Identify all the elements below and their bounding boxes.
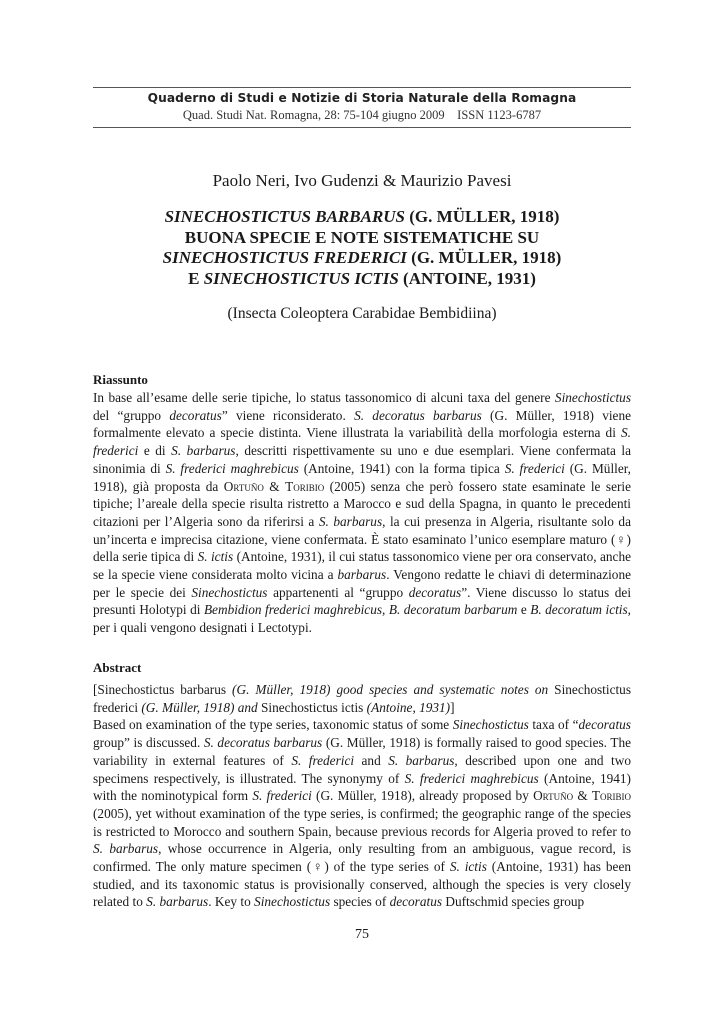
text-segment: . Key to	[208, 894, 255, 910]
text-segment: e	[517, 602, 531, 618]
text-segment: (Antoine, 1931)	[366, 699, 451, 715]
text-segment: (Antoine, 1941) with the nominotypical form	[93, 770, 631, 804]
text-segment: S. barbarus	[93, 841, 159, 857]
text-segment: ” viene riconsiderato.	[221, 407, 355, 423]
text-segment: , la cui presenza in Algeria, risultante solo da un’incerta e imprecisa citazione, viene confermata. È stato esaminato l’unico esemplare maturo (♀) della serie tipica di	[93, 513, 631, 565]
text-segment: del “gruppo	[93, 407, 170, 423]
text-segment: [Sinechostictus barbarus	[93, 682, 233, 697]
text-segment: &	[263, 478, 286, 494]
riassunto-text	[93, 389, 631, 637]
text-segment: , descritti rispettivamente su uno e due esemplari. Viene confermata la sinonimia di	[93, 443, 631, 476]
title-line-4: E SINECHOSTICTUS ICTIS (ANTOINE, 1931)	[188, 268, 536, 288]
text-segment: (G. Müller, 1918) and	[141, 699, 258, 715]
article-title	[93, 207, 631, 289]
journal-title: Quaderno di Studi e Notizie di Storia Naturale della Romagna	[147, 91, 577, 105]
text-segment: (2005), yet without examination of the type series, is confirmed; the geographic range of the species is restricted to Morocco and southern Spain, because previous records for Algeria proved to refer to	[93, 805, 631, 839]
text-segment: S. ictis	[449, 859, 487, 875]
text-segment: , whose occurrence in Algeria, only resulting from an ambiguous, vague record, is confirmed. The only mature specimen (♀) of the type series of	[93, 841, 631, 875]
text-segment: Sinechostictus frederici	[93, 682, 631, 715]
text-segment: Based on examination of the type series, taxonomic status of some	[93, 717, 453, 733]
text-segment: group” is discussed.	[93, 735, 204, 751]
text-segment: (Antoine, 1941) con la forma tipica	[298, 460, 505, 476]
text-segment: Sinechostictus ictis	[257, 699, 367, 715]
text-segment: S. frederici	[93, 425, 631, 459]
text-segment: ]	[450, 699, 455, 715]
text-segment: S. decoratus barbarus	[354, 407, 482, 423]
text-segment: S. decoratus barbarus	[203, 735, 323, 751]
text-segment: appartenenti al “gruppo	[267, 584, 409, 600]
riassunto-heading: Riassunto	[93, 372, 148, 387]
text-segment: S. frederici maghrebicus	[404, 770, 539, 786]
text-segment: (Antoine, 1931) has been studied, and its taxonomic status is provisionally conserved, although the species is very closely related to	[93, 859, 631, 910]
species-name: SINECHOSTICTUS FREDERICI	[162, 248, 407, 267]
text-segment: B. decoratum barbarum	[388, 602, 518, 618]
title-line-1: SINECHOSTICTUS BARBARUS (G. MÜLLER, 1918)	[164, 207, 560, 226]
abstract-text	[93, 681, 631, 911]
text-segment: Duftschmid species group	[442, 894, 585, 910]
text-segment: , per i quali vengono designati i Lectotypi.	[93, 602, 631, 636]
header-bottom-rule	[93, 127, 631, 128]
page-number: 75	[355, 927, 369, 942]
text-segment: S. frederici	[252, 788, 312, 804]
text-segment: decoratus	[578, 717, 631, 733]
text-segment: and	[354, 752, 389, 768]
text-segment: ,	[382, 602, 389, 618]
text-segment: taxa of “	[528, 717, 579, 733]
text-segment: (Antoine, 1931), il cui status tassonomico viene per ora conservato, anche se la specie viene considerata molto vicina a	[93, 549, 631, 583]
text-segment: . Vengono redatte le chiavi di determinazione per le specie dei	[93, 567, 631, 600]
text-segment: (2005) senza che però fossero state esaminate le serie tipiche; l’areale della specie risulta ristretto a Marocco e sud della Spagna, in quanto le precedenti citazioni per l’Algeria sono da riferirsi a	[93, 478, 632, 529]
species-name: SINECHOSTICTUS ICTIS	[203, 268, 399, 288]
text-segment: S. barbarus	[388, 752, 455, 768]
header-top-rule	[93, 87, 631, 88]
abstract-heading: Abstract	[93, 660, 142, 675]
article-subtitle: (Insecta Coleoptera Carabidae Bembidiina)	[227, 305, 497, 322]
text-segment: (G. Müller, 1918) is formally raised to good species. The variability in external features of	[93, 735, 631, 768]
text-segment: species of	[330, 894, 390, 910]
text-segment: (G. Müller, 1918), already proposed by	[311, 788, 534, 804]
text-segment: Sinechostictus	[254, 894, 331, 910]
text-segment: decoratus	[408, 584, 462, 600]
text-segment: Sinechostictus	[554, 390, 631, 405]
text-segment: decoratus	[169, 407, 222, 423]
text-segment: Toribio	[591, 788, 631, 804]
text-segment: Ortuño	[223, 478, 264, 494]
text-segment: Ortuño	[533, 788, 574, 804]
text-segment: , described upon one and two specimens respectively, is illustrated. The synonymy of	[93, 752, 631, 786]
text-segment: (G. Müller, 1918) viene formalmente elevato a specie distinta. Viene illustrata la variabilità della morfologia esterna di	[93, 407, 632, 441]
authors: Paolo Neri, Ivo Gudenzi & Maurizio Pavesi	[212, 171, 512, 190]
text-segment: S. barbarus	[318, 513, 383, 529]
text-segment: B. decoratum ictis	[530, 602, 628, 618]
text-segment: (G. Müller, 1918), già proposta da	[93, 460, 631, 494]
text-segment: Bembidion frederici maghrebicus	[203, 602, 383, 618]
title-line-2: BUONA SPECIE E NOTE SISTEMATICHE SU	[184, 227, 540, 247]
text-segment: Sinechostictus	[452, 717, 529, 733]
text-segment: ”. Viene discusso lo status dei presunti Holotypi di	[93, 584, 632, 618]
title-line-3: SINECHOSTICTUS FREDERICI (G. MÜLLER, 1918)	[162, 248, 562, 267]
text-segment: &	[573, 788, 592, 804]
text-segment: S. frederici	[291, 752, 355, 768]
text-segment: In base all’esame delle serie tipiche, lo status tassonomico di alcuni taxa del genere	[93, 390, 555, 405]
text-segment: S. barbarus	[146, 894, 209, 910]
journal-reference: Quad. Studi Nat. Romagna, 28: 75-104 giugno 2009 ISSN 1123-6787	[182, 108, 542, 122]
text-segment: S. ictis	[197, 549, 234, 565]
text-segment: S. frederici maghrebicus	[165, 460, 299, 476]
text-segment: S. barbarus	[171, 443, 236, 459]
text-segment: barbarus	[337, 567, 387, 583]
text-segment: decoratus	[389, 894, 443, 910]
text-segment: Sinechostictus	[191, 584, 268, 600]
text-segment: S. frederici	[504, 460, 565, 476]
text-segment: Toribio	[285, 478, 325, 494]
text-segment: (G. Müller, 1918) good species and systematic notes on	[232, 682, 549, 697]
text-segment: e di	[138, 443, 172, 459]
species-name: SINECHOSTICTUS BARBARUS	[164, 207, 406, 226]
